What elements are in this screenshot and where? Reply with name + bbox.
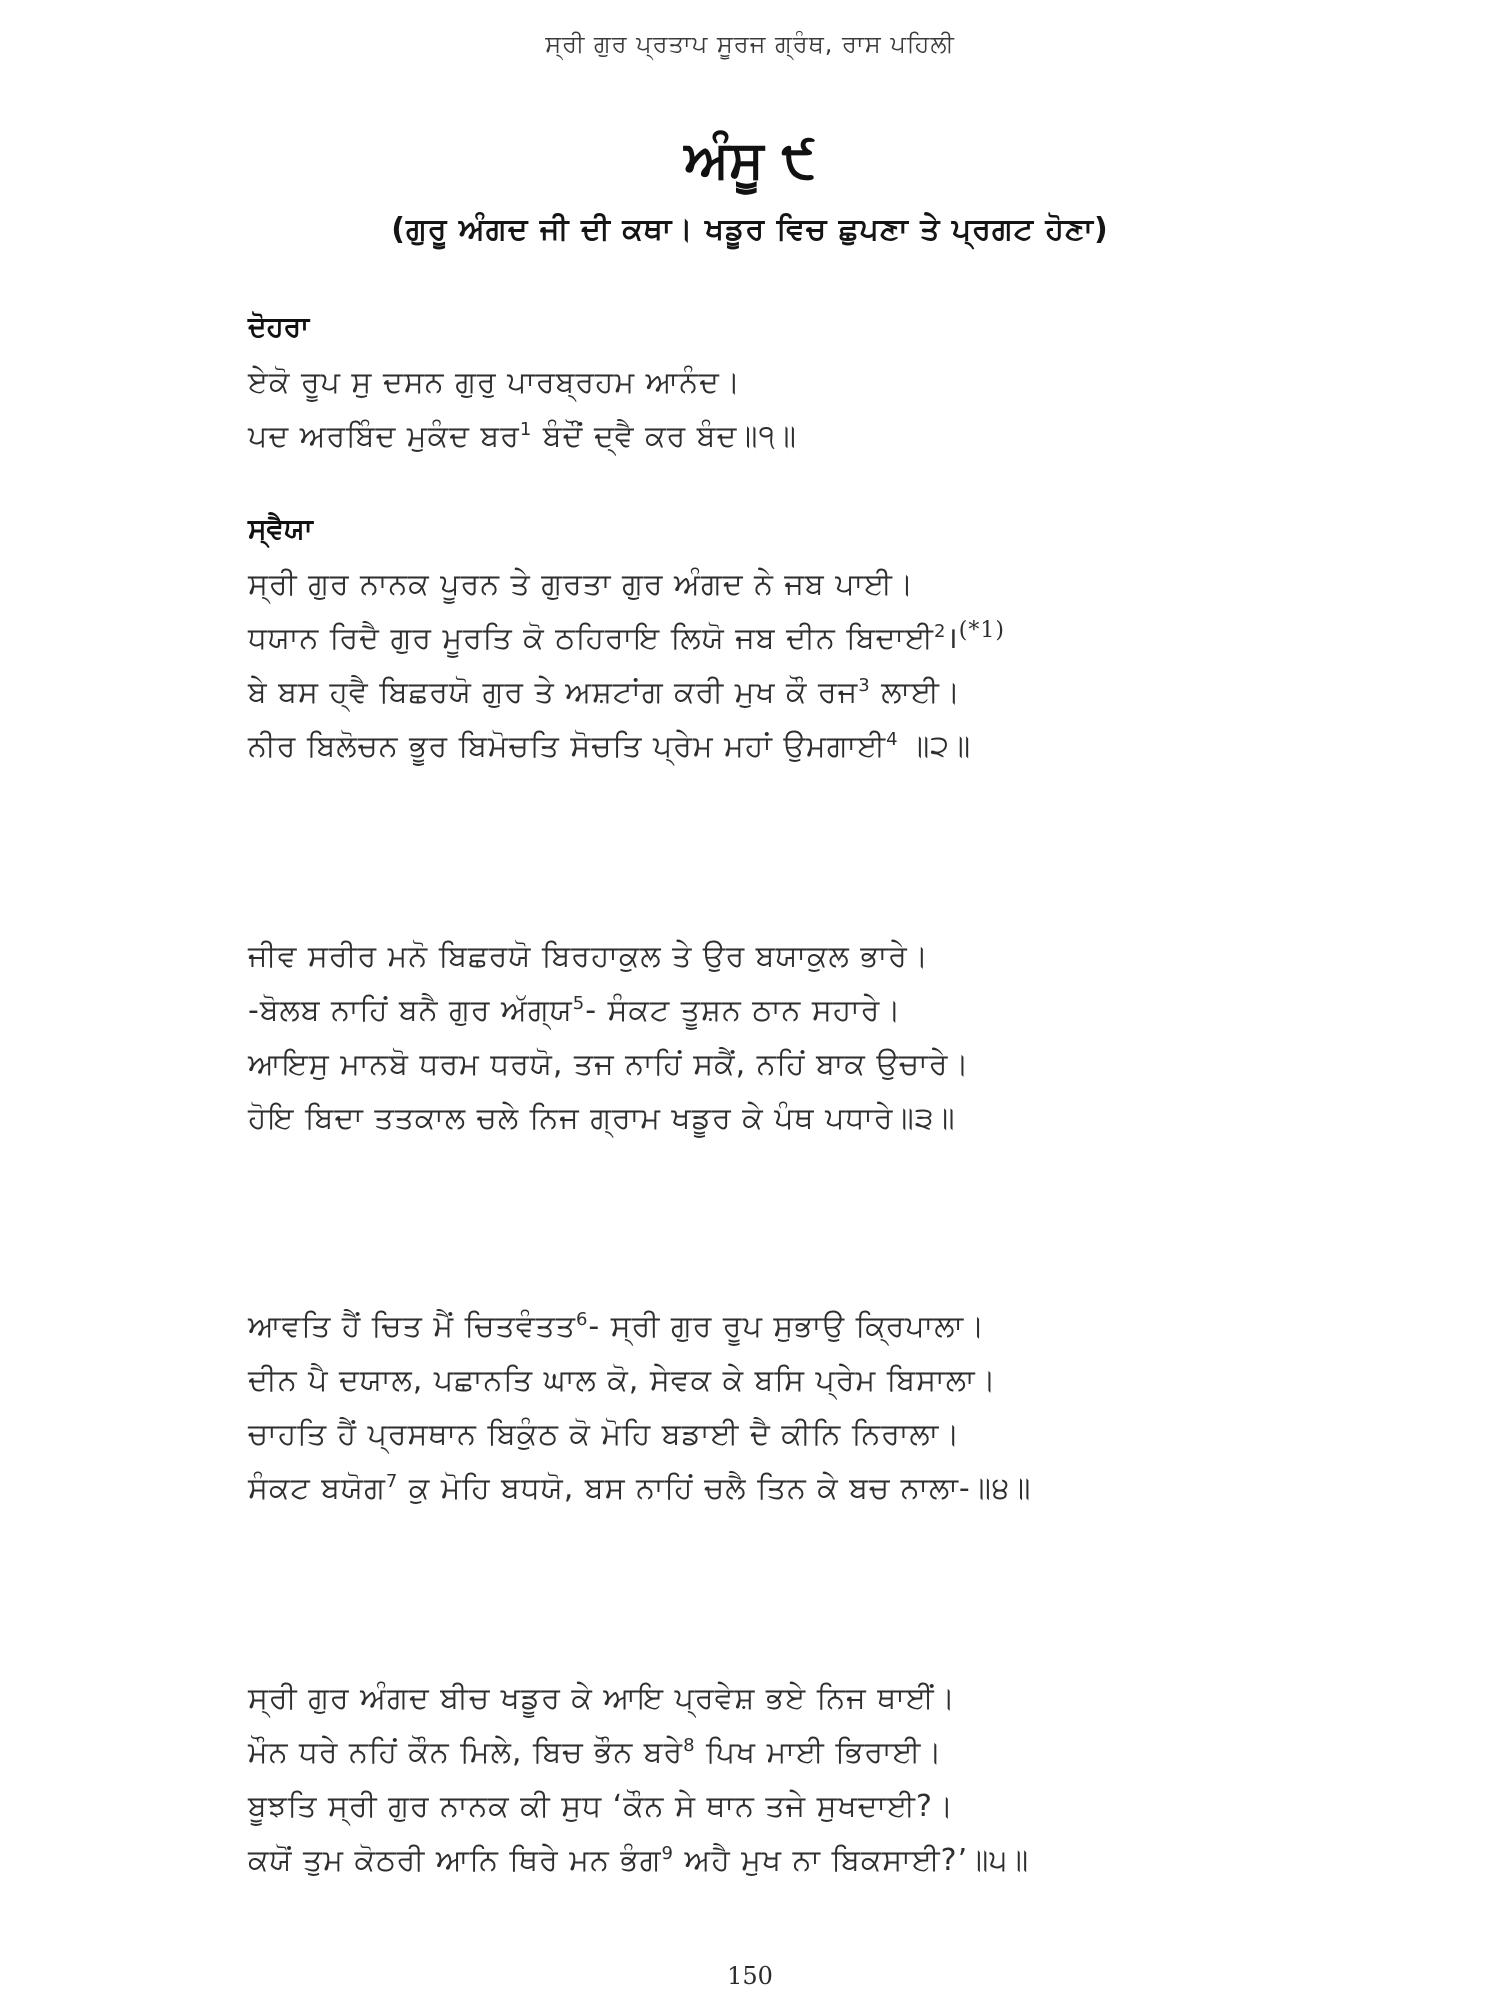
verse-line <box>248 1038 1298 1092</box>
verse-line <box>248 356 1298 410</box>
verse-text: - ਸ੍ਰੀ ਗੁਰ ਰੂਪ ਸੁਭਾਉ ਕ੍ਰਿਪਾਲਾ। <box>588 1309 986 1344</box>
verse-text: - ਸੰਕਟ ਤੂਸ਼ਨ ਠਾਨ ਸਹਾਰੇ। <box>585 993 902 1028</box>
verse-text: ਆਵਤਿ ਹੈਂ ਚਿਤ ਮੈਂ ਚਿਤਵੰਤਤ <box>248 1309 576 1344</box>
footnote-marker: 4 <box>886 729 899 750</box>
footnote-marker: 2 <box>933 621 947 642</box>
verse-text: ਅਹੈ ਮੁਖ ਨਾ ਬਿਕਸਾਈ?’॥੫॥ <box>673 1843 1030 1878</box>
verse-stanza-2 <box>248 930 1298 1146</box>
verse-line <box>248 930 1298 984</box>
verse-text: ਪਿਖ ਮਾਈ ਭਿਰਾਈ। <box>695 1735 943 1770</box>
verse-stanza-1 <box>248 558 1298 774</box>
verse-text: ਧਯਾਨ ਰਿਦੈ ਗੁਰ ਮੂਰਤਿ ਕੋ ਠਹਿਰਾਇ ਲਿਯੋ ਜਬ ਦੀਨ ਬਿਦਾਈ <box>248 621 934 656</box>
verse-line <box>248 1834 1298 1888</box>
verse-line <box>248 1726 1298 1780</box>
footnote-marker: 1 <box>519 419 533 440</box>
verse-text: ਸੰਕਟ ਬਯੋਗ <box>248 1471 386 1506</box>
verse-line <box>248 720 1298 774</box>
footnote-marker: 5 <box>572 993 586 1014</box>
verse-text: ਕਯੋਂ ਤੁਮ ਕੋਠਰੀ ਆਨਿ ਥਿਰੇ ਮਨ ਭੰਗ <box>248 1843 662 1878</box>
verse-text: ਆਇਸੁ ਮਾਨਬੋ ਧਰਮ ਧਰਯੋ, ਤਜ ਨਾਹਿਂ ਸਕੈਂ, ਨਹਿਂ ਬਾਕ ਉਚਾਰੇ। <box>248 1047 970 1082</box>
verse-text: -ਬੋਲਬ ਨਾਹਿਂ ਬਨੈ ਗੁਰ ਅੱਗ੍ਯ <box>248 993 573 1028</box>
verse-text: ਪਦ ਅਰਬਿੰਦ ਮੁਕੰਦ ਬਰ <box>248 419 520 454</box>
verse-line <box>248 1780 1298 1834</box>
verse-text: ਸ੍ਰੀ ਗੁਰ ਨਾਨਕ ਪੂਰਨ ਤੇ ਗੁਰਤਾ ਗੁਰ ਅੰਗਦ ਨੇ ਜਬ ਪਾਈ। <box>248 567 915 602</box>
verse-line <box>248 1354 1298 1408</box>
verse-line <box>248 984 1298 1038</box>
verse-line <box>248 666 1298 720</box>
chapter-subtitle: (ਗੁਰੂ ਅੰਗਦ ਜੀ ਦੀ ਕਥਾ। ਖਡੂਰ ਵਿਚ ਛੁਪਣਾ ਤੇ ਪ੍ਰਗਟ ਹੋਣਾ) <box>391 212 1109 247</box>
footnote-marker: 9 <box>661 1843 674 1864</box>
footnote-marker: 8 <box>683 1735 696 1756</box>
verse-text: ਏਕੋ ਰੂਪ ਸੁ ਦਸਨ ਗੁਰੁ ਪਾਰਬ੍ਰਹਮ ਆਨੰਦ। <box>248 365 742 400</box>
verse-text: ਬੇ ਬਸ ਹ੍ਵੈ ਬਿਛਰਯੋ ਗੁਰ ਤੇ ਅਸ਼ਟਾਂਗ ਕਰੀ ਮੁਖ ਕੌ ਰਜ <box>248 675 859 710</box>
section-heading-swaiya: ਸ੍ਵੈਯਾ <box>248 512 313 545</box>
editor-note-marker: (*1) <box>958 618 1005 643</box>
footnote-marker: 6 <box>575 1309 589 1330</box>
verse-text: ਹੋਇ ਬਿਦਾ ਤਤਕਾਲ ਚਲੇ ਨਿਜ ਗ੍ਰਾਮ ਖਡੂਰ ਕੇ ਪੰਥ ਪਧਾਰੇ॥੩॥ <box>248 1101 956 1136</box>
verse-text: ਜੀਵ ਸਰੀਰ ਮਨੋ ਬਿਛਰਯੋ ਬਿਰਹਾਕੁਲ ਤੇ ਉਰ ਬਯਾਕੁਲ ਭਾਰੇ। <box>248 939 930 974</box>
footnote-marker: 7 <box>385 1471 399 1492</box>
verse-line <box>248 1462 1298 1516</box>
chapter-title: ਅੰਸੂ ੯ <box>684 130 816 190</box>
verse-text: ਬੂਝਤਿ ਸ੍ਰੀ ਗੁਰ ਨਾਨਕ ਕੀ ਸੁਧ ‘ਕੌਨ ਸੇ ਥਾਨ ਤਜੇ ਸੁਖਦਾਈ?। <box>248 1789 955 1824</box>
page-number: 150 <box>727 1962 773 1990</box>
verse-line <box>248 1092 1298 1146</box>
verse-line <box>248 612 1298 666</box>
verse-line <box>248 1300 1298 1354</box>
verse-text: ਕੁ ਮੋਹਿ ਬਧਯੋ, ਬਸ ਨਾਹਿਂ ਚਲੈ ਤਿਨ ਕੇ ਬਚ ਨਾਲਾ-॥੪॥ <box>398 1471 1032 1506</box>
verse-line <box>248 558 1298 612</box>
verse-text: ਨੀਰ ਬਿਲੋਚਨ ਭੂਰ ਬਿਮੋਚਤਿ ਸੋਚਤਿ ਪ੍ਰੇਮ ਮਹਾਂ ਉਮਗਾਈ <box>248 729 887 764</box>
verse-text: ਬੰਦੌਂ ਦ੍ਵੈ ਕਰ ਬੰਦ॥੧॥ <box>532 419 798 454</box>
verse-text: ਦੀਨ ਪੈ ਦਯਾਲ, ਪਛਾਨਤਿ ਘਾਲ ਕੋ, ਸੇਵਕ ਕੇ ਬਸਿ ਪ੍ਰੇਮ ਬਿਸਾਲਾ। <box>248 1363 997 1398</box>
verse-text: ॥੨॥ <box>898 729 972 764</box>
verse-line <box>248 1408 1298 1462</box>
verse-text: ਚਾਹਤਿ ਹੈਂ ਪ੍ਰਸਥਾਨ ਬਿਕੁੰਠ ਕੋ ਮੋਹਿ ਬਡਾਈ ਦੈ ਕੀਨਿ ਨਿਰਾਲਾ। <box>248 1417 961 1452</box>
verse-stanza-3 <box>248 1300 1298 1516</box>
section-heading-dohra: ਦੋਹਰਾ <box>248 310 310 343</box>
verse-text: ਮੌਨ ਧਰੇ ਨਹਿਂ ਕੌਨ ਮਿਲੇ, ਬਿਚ ਭੌਨ ਬਰੇ <box>248 1735 684 1770</box>
verse-text: । <box>946 621 959 656</box>
verse-dohra <box>248 356 1298 464</box>
verse-text: ਸ੍ਰੀ ਗੁਰ ਅੰਗਦ ਬੀਚ ਖਡੂਰ ਕੇ ਆਇ ਪ੍ਰਵੇਸ਼ ਭਏ ਨਿਜ ਥਾਈਂ। <box>248 1681 956 1716</box>
verse-line <box>248 410 1298 464</box>
footnote-marker: 3 <box>858 675 871 696</box>
verse-stanza-4 <box>248 1672 1298 1888</box>
verse-line <box>248 1672 1298 1726</box>
running-header: ਸ੍ਰੀ ਗੁਰ ਪ੍ਰਤਾਪ ਸੂਰਜ ਗ੍ਰੰਥ, ਰਾਸ ਪਹਿਲੀ <box>545 30 955 58</box>
verse-text: ਲਾਈ। <box>870 675 962 710</box>
